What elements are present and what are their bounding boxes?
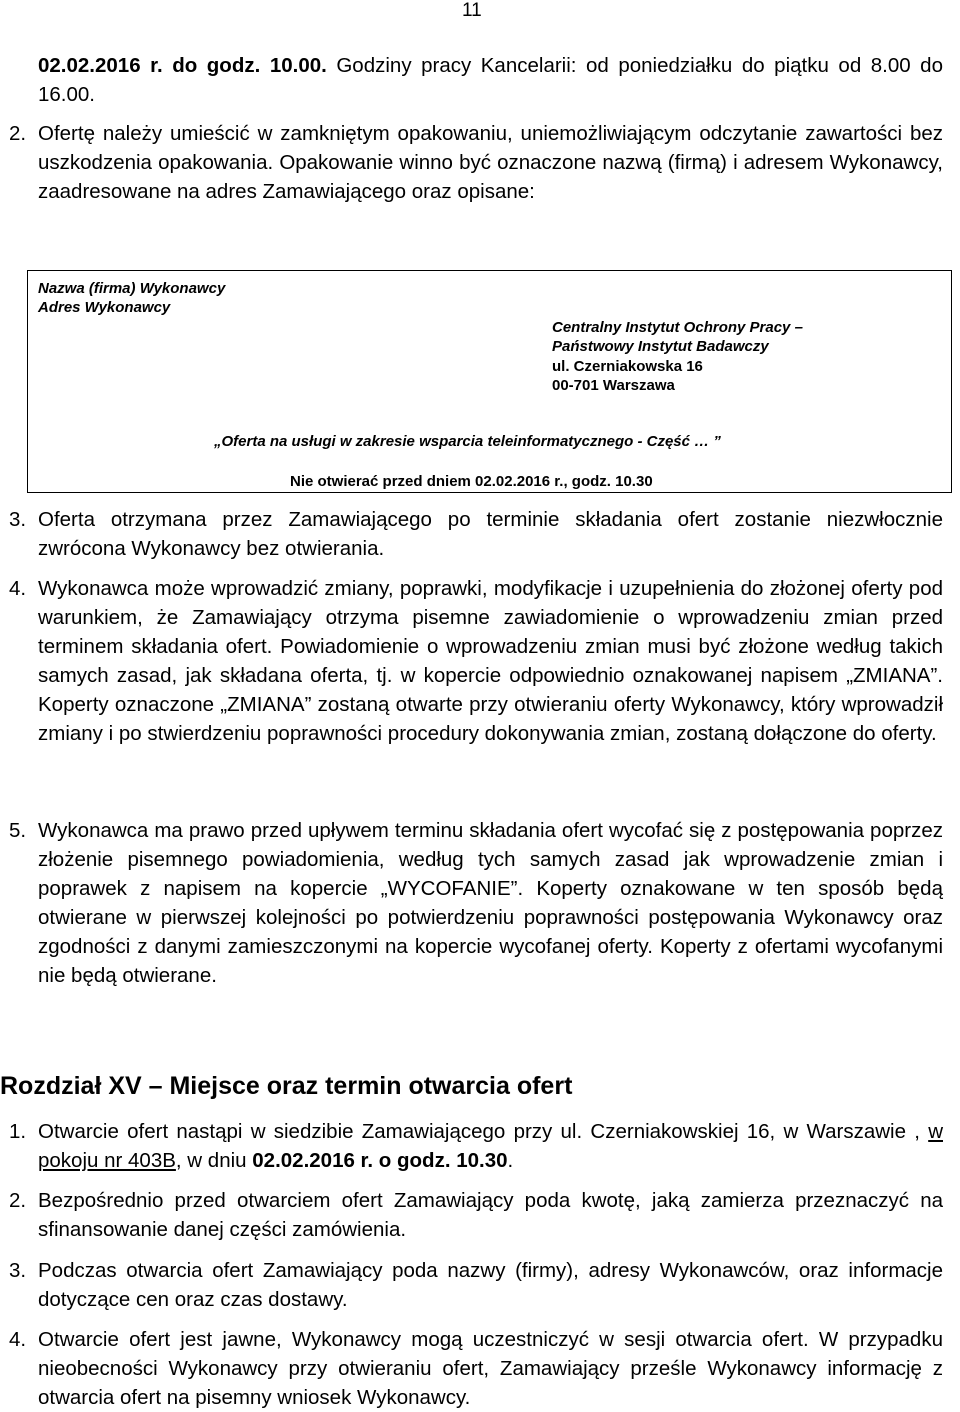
room-number: w pokoju nr 403B bbox=[38, 1120, 943, 1172]
chapter-heading: Rozdział XV – Miejsce oraz termin otwarcia ofert bbox=[0, 1072, 573, 1100]
item-number: 5. bbox=[9, 819, 27, 842]
opening-date: 02.02.2016 r. o godz. 10.30 bbox=[252, 1149, 508, 1172]
page-number: 11 bbox=[462, 0, 482, 21]
sender-address: Adres Wykonawcy bbox=[38, 299, 171, 316]
envelope-label-box bbox=[27, 270, 952, 493]
recipient-name-2: Państwowy Instytut Badawczy bbox=[552, 338, 769, 355]
item-text-a: Otwarcie ofert nastąpi w siedzibie Zamawiającego przy ul. Czerniakowskiej 16, w Warszawie , bbox=[38, 1120, 929, 1143]
item-text: Wykonawca ma prawo przed upływem terminu składania ofert wycofać się z postępowania poprzez złożenie pisemnego powiadomienia, według tych samych zasad jak wprowadzenie zmian i poprawek z napisem na kopercie „WYCOFANIE”. Koperty oznakowane w ten sposób będą otwierane w pierwszej kolejności po potwierdzeniu poprawności postępowania Wykonawcy oraz zgodności z danymi zamieszczonymi na kopercie wycofanej oferty. Koperty z ofertami wycofanymi nie będą otwierane. bbox=[38, 819, 943, 987]
item-text-end: . bbox=[507, 1149, 514, 1172]
item-number: 2. bbox=[9, 122, 27, 145]
sender-name: Nazwa (firma) Wykonawcy bbox=[38, 280, 226, 297]
item-text-b: , w dniu bbox=[175, 1149, 253, 1172]
item-text: Podczas otwarcia ofert Zamawiający poda nazwy (firmy), adresy Wykonawców, oraz informacje dotyczące cen oraz czas dostawy. bbox=[38, 1259, 943, 1311]
item-1-continuation bbox=[38, 51, 943, 109]
item-text: Bezpośrednio przed otwarciem ofert Zamawiający poda kwotę, jaką zamierza przeznaczyć na sfinansowanie danej części zamówienia. bbox=[38, 1189, 943, 1241]
item-text: Wykonawca może wprowadzić zmiany, poprawki, modyfikacje i uzupełnienia do złożonej oferty pod warunkiem, że Zamawiający otrzyma pisemne zawiadomienie o wprowadzeniu zmian przed terminem składania ofert. Powiadomienie o wprowadzeniu zmian musi być złożone według takich samych zasad, jak składana oferta, tj. w kopercie odpowiednio oznakowanej napisem „ZMIANA”. Koperty oznaczone „ZMIANA” zostaną otwarte przy otwieraniu oferty Wykonawcy, który wprowadził zmiany i po stwierdzeniu poprawności procedury dokonywania zmian, zostaną dołączone do oferty. bbox=[38, 577, 943, 745]
item-2 bbox=[9, 119, 943, 206]
recipient-street: ul. Czerniakowska 16 bbox=[552, 358, 703, 375]
chapter-item-4 bbox=[9, 1325, 943, 1412]
item-text: Ofertę należy umieścić w zamkniętym opakowaniu, uniemożliwiającym odczytanie zawartości bez uszkodzenia opakowania. Opakowanie winno być oznaczone nazwą (firmą) i adresem Wykonawcy, zaadresowane na adres Zamawiającego oraz opisane: bbox=[38, 122, 943, 203]
item-number: 3. bbox=[9, 1259, 27, 1282]
do-not-open-notice: Nie otwierać przed dniem 02.02.2016 r., godz. 10.30 bbox=[290, 473, 653, 490]
item-number: 4. bbox=[9, 577, 27, 600]
recipient-name-1: Centralny Instytut Ochrony Pracy – bbox=[552, 319, 803, 336]
item-5 bbox=[9, 816, 943, 990]
item-number: 4. bbox=[9, 1328, 27, 1351]
offer-label: „Oferta na usługi w zakresie wsparcia teleinformatycznego - Część … ” bbox=[214, 433, 721, 450]
item-number: 1. bbox=[9, 1120, 27, 1143]
chapter-item-1 bbox=[9, 1117, 943, 1175]
deadline-bold: 02.02.2016 r. do godz. 10.00. bbox=[38, 54, 327, 77]
item-text: Otwarcie ofert jest jawne, Wykonawcy mogą uczestniczyć w sesji otwarcia ofert. W przypadku nieobecności Wykonawcy przy otwieraniu ofert, Zamawiający prześle Wykonawcy informację z otwarcia ofert na pisemny wniosek Wykonawcy. bbox=[38, 1328, 943, 1409]
office-hours: Godziny pracy Kancelarii: od poniedziałku do piątku od 8.00 do 16.00. bbox=[38, 54, 943, 106]
item-3 bbox=[9, 505, 943, 563]
item-text: Oferta otrzymana przez Zamawiającego po terminie składania ofert zostanie niezwłocznie zwrócona Wykonawcy bez otwierania. bbox=[38, 508, 943, 560]
chapter-item-2 bbox=[9, 1186, 943, 1244]
item-number: 3. bbox=[9, 508, 27, 531]
recipient-city: 00-701 Warszawa bbox=[552, 377, 675, 394]
item-4 bbox=[9, 574, 943, 748]
item-number: 2. bbox=[9, 1189, 27, 1212]
chapter-item-3 bbox=[9, 1256, 943, 1314]
